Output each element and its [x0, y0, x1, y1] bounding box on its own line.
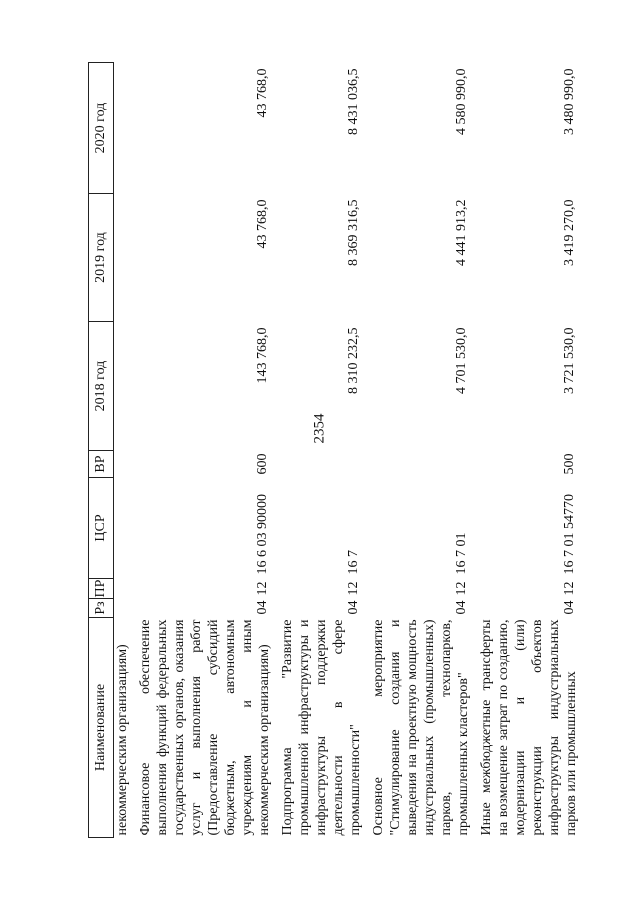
row-2018: 143 768,0 [255, 327, 270, 384]
row-name: Финансовое обеспечение выполнения функций федеральных государственных органов, оказания услуг и выполнения работ (Предоставление субсидий бюджетным, автономным учреждениям и иным некоммерческим организациям) [138, 619, 272, 836]
row-2018: 3 721 530,0 [562, 327, 577, 394]
row-2020: 4 580 990,0 [454, 68, 469, 135]
row-name: некоммерческим организациям) [115, 644, 130, 836]
row-2020: 8 431 036,5 [346, 68, 361, 135]
table-header-row [89, 63, 114, 838]
header-csr: ЦСР [89, 478, 114, 579]
row-rz: 04 [562, 600, 577, 615]
header-rz: Рз [89, 599, 114, 618]
header-2019: 2019 год [89, 194, 114, 322]
row-2019: 3 419 270,0 [562, 199, 577, 266]
header-pr: ПР [89, 579, 114, 599]
row-csr: 16 7 [346, 550, 361, 575]
row-2020: 3 480 990,0 [562, 68, 577, 135]
row-2019: 43 768,0 [255, 199, 270, 249]
header-2020: 2020 год [89, 63, 114, 194]
row-2019: 8 369 316,5 [346, 199, 361, 266]
row-name: Иные межбюджетные трансферты на возмещение затрат по созданию, модернизации и (или) реконструкции объектов инфраструктуры индустриальных парков или промышленных [479, 619, 579, 836]
header-vr: ВР [89, 451, 114, 478]
page-number: 2354 [311, 413, 328, 444]
row-2020 [114, 63, 136, 194]
table-row [476, 63, 584, 838]
budget-table-wrap [88, 63, 618, 838]
row-rz [114, 599, 136, 618]
row-2018 [114, 322, 136, 451]
row-name: Подпрограмма "Развитие промышленной инфраструктуры и инфраструктуры поддержки деятельности в сфере промышленности" [280, 619, 363, 836]
row-pr: 12 [454, 581, 469, 596]
row-csr: 16 7 01 54770 [562, 494, 577, 575]
table-row [277, 63, 368, 838]
row-2018: 8 310 232,5 [346, 327, 361, 394]
row-2020: 43 768,0 [255, 68, 270, 118]
row-csr: 16 7 01 [454, 532, 469, 575]
row-vr [277, 451, 368, 478]
row-pr: 12 [346, 581, 361, 596]
row-vr: 600 [255, 453, 270, 475]
budget-table [88, 62, 584, 838]
table-row [368, 63, 476, 838]
row-rz: 04 [255, 600, 270, 615]
table-row [135, 63, 277, 838]
row-csr [114, 478, 136, 579]
row-rz: 04 [346, 600, 361, 615]
row-vr: 500 [562, 453, 577, 475]
table-row [114, 63, 136, 838]
row-name: Основное мероприятие "Стимулирование создания и выведения на проектную мощность индустриальных (промышленных) парков, технопарков, промышленных кластеров" [371, 619, 471, 836]
row-2019: 4 441 913,2 [454, 199, 469, 266]
row-pr: 12 [255, 581, 270, 596]
header-2018: 2018 год [89, 322, 114, 451]
row-vr [368, 451, 476, 478]
row-vr [114, 451, 136, 478]
row-rz: 04 [454, 600, 469, 615]
row-pr [114, 579, 136, 599]
row-2019 [114, 194, 136, 322]
budget-table-rotated [88, 63, 618, 838]
header-name: Наименование [89, 618, 114, 838]
row-2018: 4 701 530,0 [454, 327, 469, 394]
row-pr: 12 [562, 581, 577, 596]
row-csr: 16 6 03 90000 [255, 494, 270, 575]
